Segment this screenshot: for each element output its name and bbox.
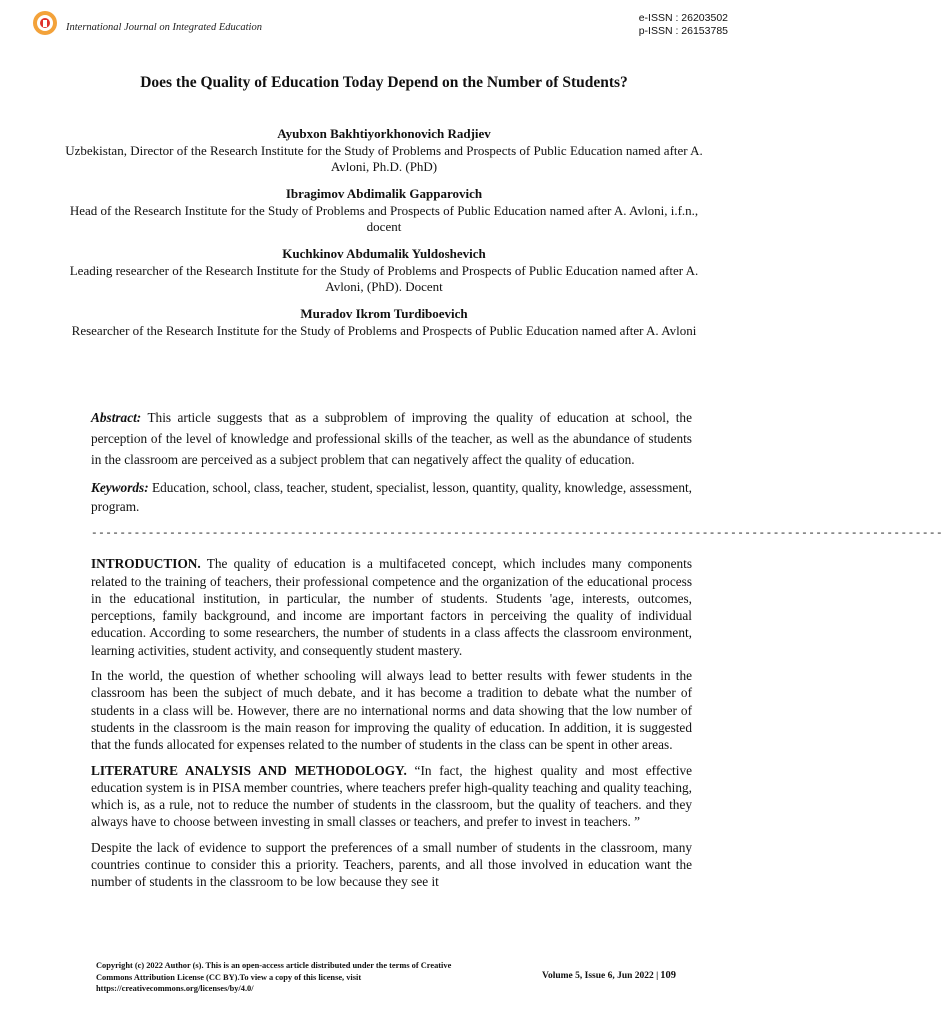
abstract-paragraph — [91, 407, 692, 470]
introduction-paragraph-1 — [91, 555, 692, 659]
journal-logo-icon — [32, 10, 58, 36]
author-entry — [60, 185, 708, 235]
author-affiliation: Uzbekistan, Director of the Research Institute for the Study of Problems and Prospects of Public Education named after A. Avloni, Ph.D. (PhD) — [65, 143, 703, 174]
author-affiliation: Researcher of the Research Institute for the Study of Problems and Prospects of Public Education named after A. Avloni — [71, 323, 697, 338]
literature-text-1: “In fact, the highest quality and most effective education system is in PISA member countries, where teachers prefer high-quality teaching and quality teaching, which is, as a rule, not to reduce the number of students in the classroom, but the quality of teachers. and they always have to choose between investing in small classes or teachers, and prefer to invest in teachers. ” — [91, 762, 693, 830]
page-footer — [96, 960, 676, 1010]
author-entry — [60, 125, 708, 175]
introduction-text-1: The quality of education is a multifaceted concept, which includes many components related to the training of teachers, their professional competence and the organization of the educational process in the educational institution, in particular, the number of students. Students 'age, interests, outcomes, perceptions, family background, and income are important factors in perceiving the quality of individual education. According to some researchers, the number of students in a class affects the classroom environment, learning activities, student activity, and consequently student mastery. — [91, 556, 692, 658]
abstract-label: Abstract: — [91, 410, 142, 425]
author-entry — [60, 245, 708, 295]
e-issn: e-ISSN : 26203502 — [638, 12, 728, 24]
keywords-paragraph — [91, 478, 692, 516]
author-name: Ibragimov Abdimalik Gapparovich — [285, 186, 483, 201]
license-notice: Copyright (c) 2022 Author (s). This is an open-access article distributed under the terms of Creative Commons Attribution License (CC BY).To view a copy of this license, visit https://creativecommons.org/licenses/by/4.0/ — [96, 961, 452, 993]
p-issn: p-ISSN : 26153785 — [638, 25, 728, 37]
page-number: 109 — [660, 970, 676, 981]
paper-title: Does the Quality of Education Today Depend on the Number of Students? — [140, 74, 628, 91]
author-name: Ayubxon Bakhtiyorkhonovich Radjiev — [277, 126, 491, 141]
issn-block — [639, 12, 728, 38]
abstract-text: This article suggests that as a subproblem of improving the quality of education at school, the perception of the level of knowledge and professional skills of the teacher, as well as the abundance of students in the classroom are perceived as a subject problem that can negatively affect the quality of education. — [91, 410, 692, 467]
author-affiliation: Head of the Research Institute for the Study of Problems and Prospects of Public Education named after A. Avloni, i.f.n., docent — [69, 203, 699, 234]
author-entry — [60, 305, 708, 339]
journal-name: International Journal on Integrated Education — [66, 22, 262, 33]
literature-heading: LITERATURE ANALYSIS AND METHODOLOGY. — [91, 762, 407, 778]
introduction-heading: INTRODUCTION. — [91, 556, 201, 572]
author-affiliation: Leading researcher of the Research Institute for the Study of Problems and Prospects of Public Education named after A. Avloni, (PhD). Docent — [69, 263, 699, 294]
section-divider: ------------------------------------------------------------------------------------------------------------------------ — [91, 528, 943, 540]
introduction-paragraph-2: In the world, the question of whether schooling will always lead to better results with fewer students in the classroom has been the subject of much debate, and it has become a tradition to debate what the number of students in a class will be. However, there are no international norms and data showing that the low number of students in the classroom is the main reason for improving the quality of education. In addition, it is suggested that the funds allocated for expenses related to the number of students in the class can be spent in other areas. — [91, 668, 692, 753]
literature-paragraph-2: Despite the lack of evidence to support the preferences of a small number of students in the classroom, many countries continue to consider this a priority. Teachers, parents, and all those involved in education want the number of students in the classroom to be low because they see it — [91, 839, 692, 890]
literature-paragraph-1 — [91, 762, 692, 831]
volume-info — [542, 970, 676, 981]
keywords-label: Keywords: — [91, 480, 149, 495]
article-body — [91, 407, 943, 899]
author-name: Muradov Ikrom Turdiboevich — [300, 306, 468, 321]
page-header — [32, 8, 728, 48]
volume-text: Volume 5, Issue 6, Jun 2022 | — [541, 971, 659, 981]
keywords-text: Education, school, class, teacher, student, specialist, lesson, quantity, quality, knowledge, assessment, program. — [91, 480, 692, 514]
author-name: Kuchkinov Abdumalik Yuldoshevich — [282, 246, 486, 261]
author-list — [60, 125, 708, 349]
